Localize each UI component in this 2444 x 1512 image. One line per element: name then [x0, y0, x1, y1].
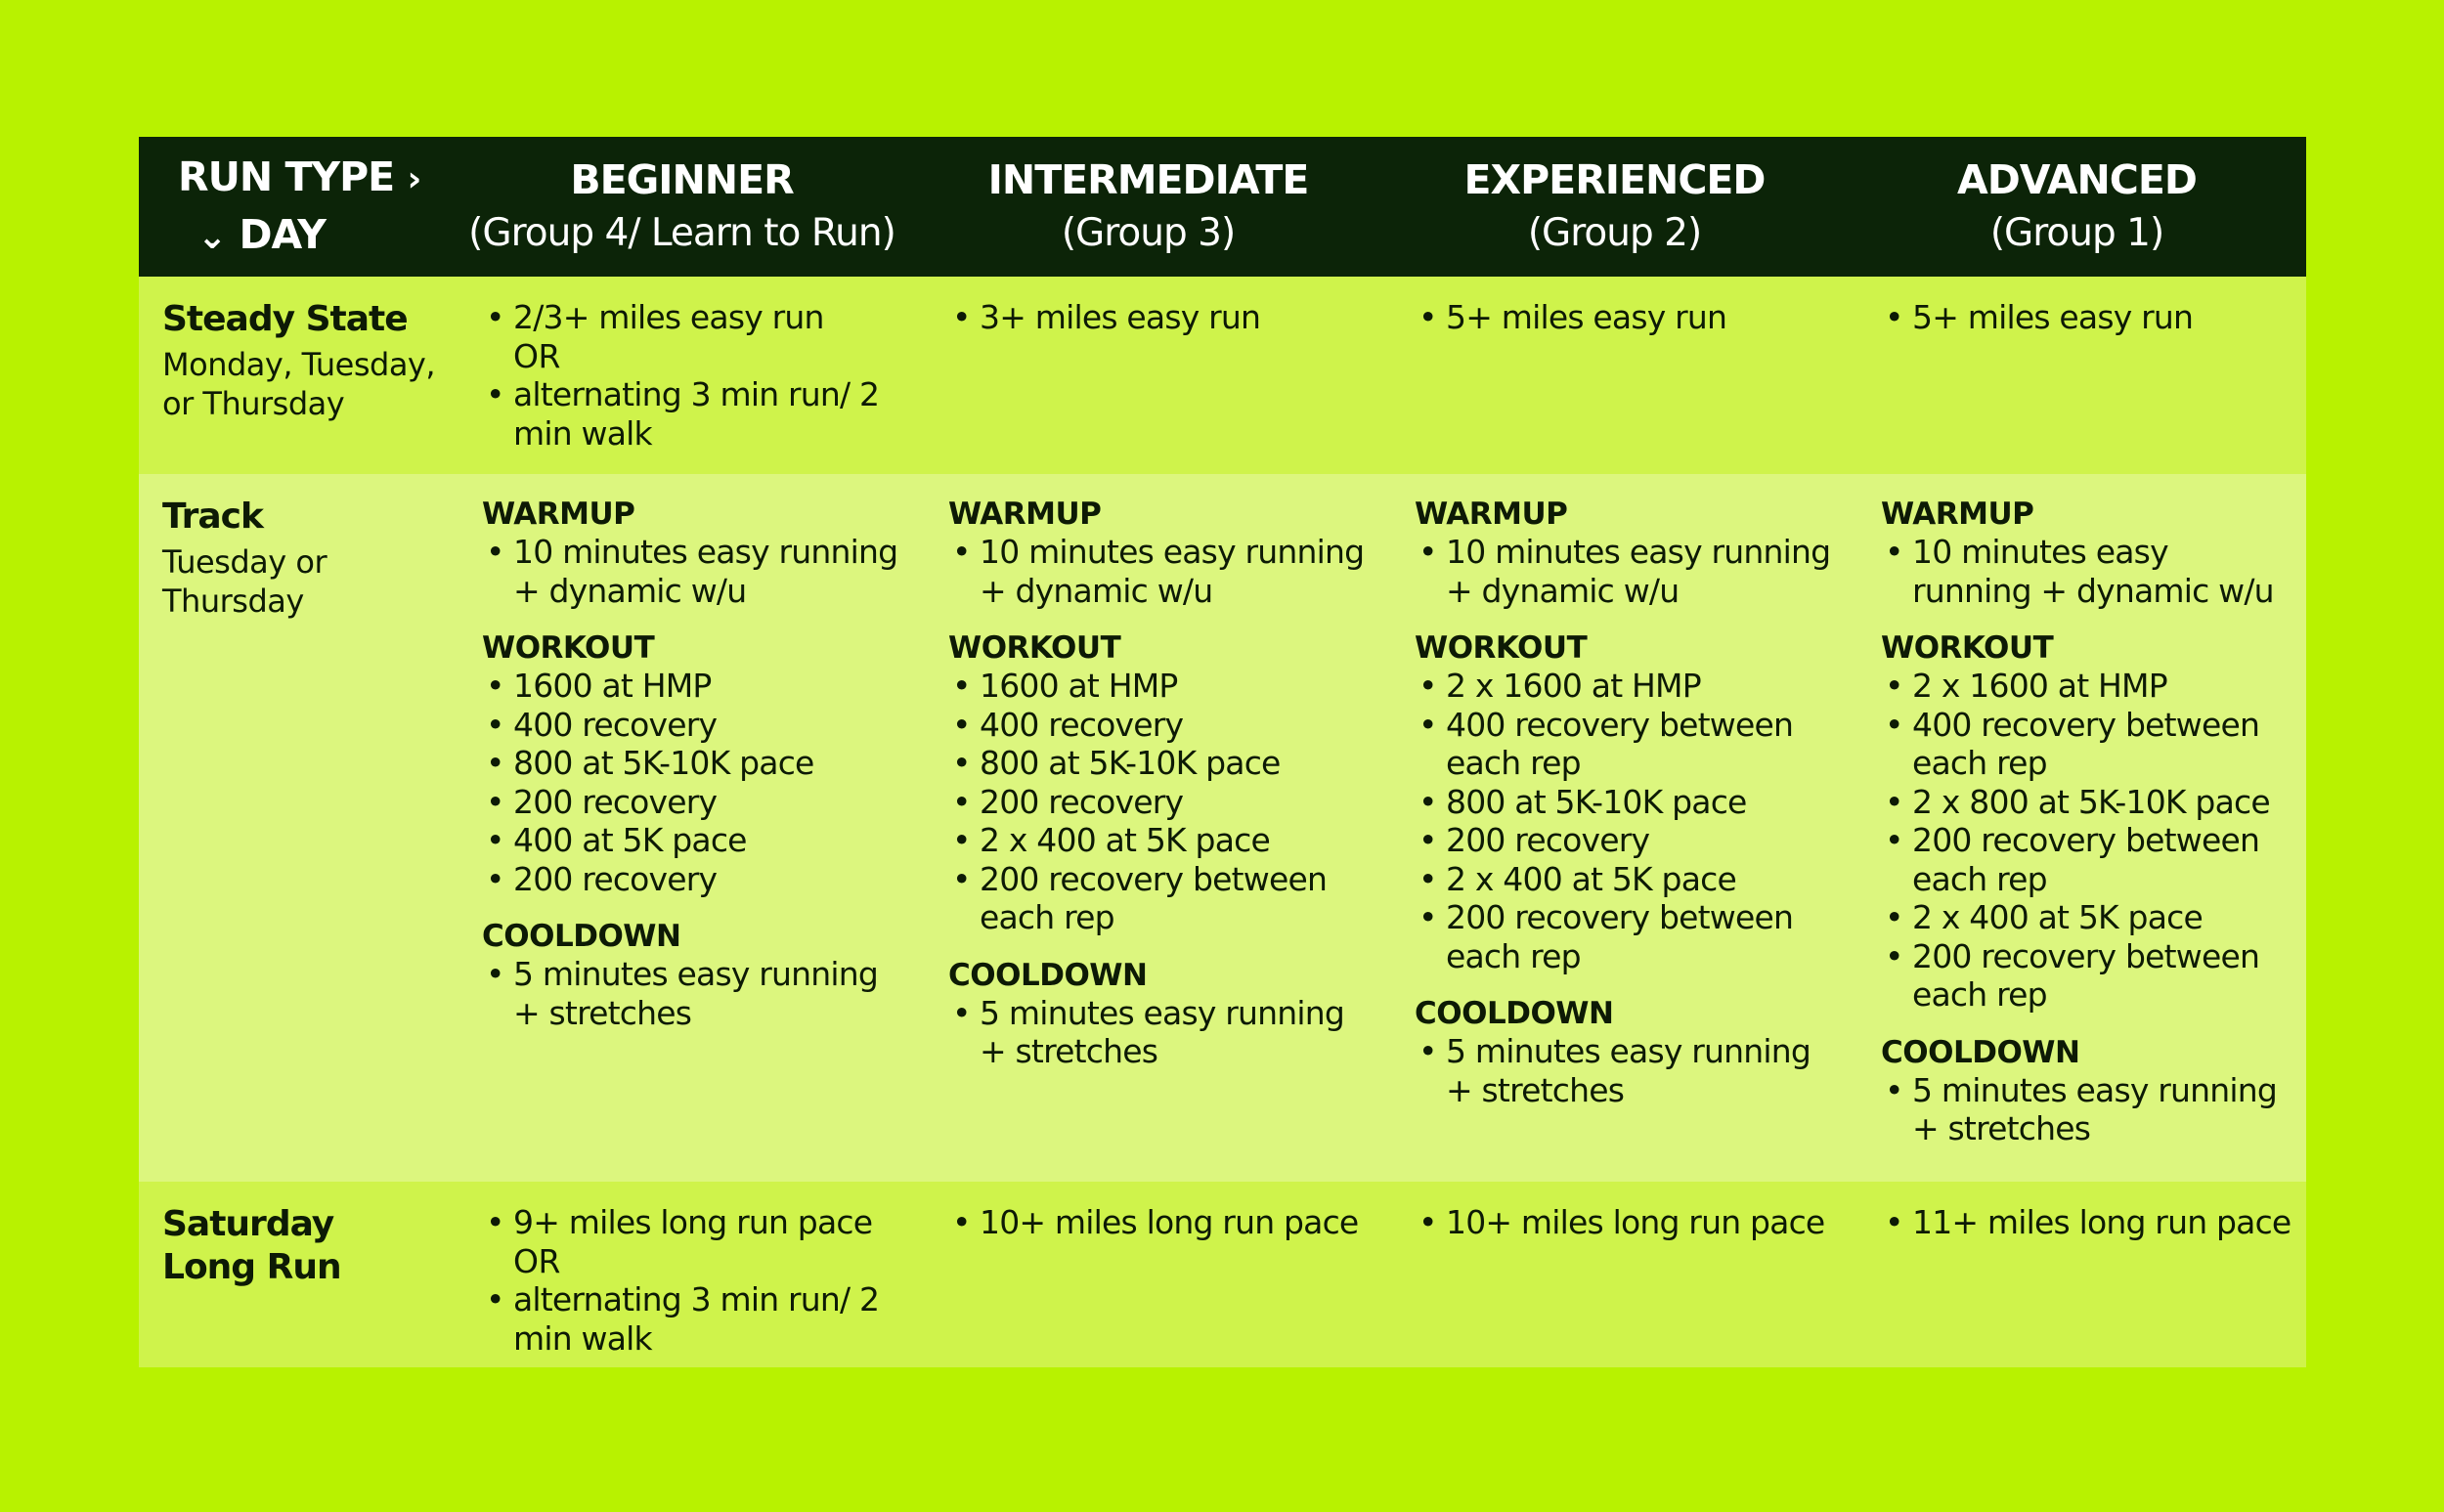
column-subtitle: (Group 2): [1527, 210, 1702, 255]
column-subtitle: (Group 1): [1989, 210, 2164, 255]
warmup-section: [482, 496, 905, 610]
row-track: [139, 474, 2306, 1182]
header-intermediate: [915, 137, 1381, 277]
warmup-section: [948, 496, 1372, 610]
list-item: • 5+ miles easy run: [1415, 298, 1838, 337]
day-label: DAY: [239, 210, 326, 258]
list-item: • 400 recovery: [482, 706, 905, 745]
list-item: • 200 recovery: [1415, 821, 1838, 860]
list-item: • 11+ miles long run pace: [1881, 1203, 2296, 1242]
section-label: WORKOUT: [1415, 630, 1588, 666]
or-separator: OR: [513, 336, 560, 375]
column-subtitle: (Group 3): [1061, 210, 1236, 255]
header-advanced: [1848, 137, 2306, 277]
list-item: • 800 at 5K-10K pace: [948, 744, 1372, 783]
or-separator: OR: [513, 1241, 560, 1280]
header-row: [139, 137, 2306, 277]
warmup-section: [1415, 496, 1838, 610]
list-item: • 5 minutes easy running + stretches: [482, 955, 905, 1032]
run-days: Tuesday or Thursday: [162, 543, 327, 620]
list-item: • 2 x 800 at 5K-10K pace: [1881, 783, 2296, 822]
list-item: • 2 x 400 at 5K pace: [948, 821, 1372, 860]
column-title: EXPERIENCED: [1463, 155, 1766, 203]
section-label: COOLDOWN: [482, 919, 681, 954]
cell-beginner: [449, 1182, 915, 1367]
list-item: • 200 recovery: [948, 783, 1372, 822]
cooldown-section: [1881, 1034, 2296, 1148]
list-item: • alternating 3 min run/ 2 min walk: [482, 1280, 905, 1358]
workout-section: [948, 629, 1372, 937]
section-label: COOLDOWN: [1415, 996, 1614, 1031]
warmup-section: [1881, 496, 2296, 610]
header-experienced: [1381, 137, 1848, 277]
list-item: • 5+ miles easy run: [1881, 298, 2296, 337]
list-item: • 400 recovery: [948, 706, 1372, 745]
corner-header: [139, 137, 449, 277]
list-item: • 9+ miles long run pace: [482, 1203, 905, 1242]
list-item: • 3+ miles easy run: [948, 298, 1372, 337]
training-schedule-table: [139, 137, 2306, 1367]
row-header: [139, 474, 449, 1182]
list-item: • 10 minutes easy running + dynamic w/u: [948, 533, 1372, 610]
list-item: • 2 x 400 at 5K pace: [1881, 898, 2296, 937]
list-item: • 1600 at HMP: [482, 667, 905, 706]
list-item: • 800 at 5K-10K pace: [482, 744, 905, 783]
row-header: [139, 277, 449, 474]
list-item: • 200 recovery between each rep: [948, 860, 1372, 937]
chevron-right-icon: ›: [407, 158, 421, 199]
section-label: WARMUP: [1881, 497, 2034, 532]
list-item: • 5 minutes easy running + stretches: [1881, 1071, 2296, 1148]
cell-intermediate: [915, 277, 1381, 474]
column-subtitle: (Group 4/ Learn to Run): [468, 210, 895, 255]
column-title: BEGINNER: [570, 155, 794, 203]
section-label: COOLDOWN: [948, 957, 1148, 993]
cell-intermediate: [915, 1182, 1381, 1367]
column-title: INTERMEDIATE: [987, 155, 1309, 203]
cell-intermediate: [915, 474, 1381, 1182]
cooldown-section: [1415, 995, 1838, 1109]
list-item: • 200 recovery between each rep: [1881, 937, 2296, 1015]
cell-experienced: [1381, 277, 1848, 474]
list-item: • 10 minutes easy running + dynamic w/u: [1415, 533, 1838, 610]
section-label: WORKOUT: [948, 630, 1121, 666]
list-item: • 200 recovery between each rep: [1415, 898, 1838, 975]
list-item: • 1600 at HMP: [948, 667, 1372, 706]
list-item: • 400 recovery between each rep: [1881, 706, 2296, 783]
list-item: • 2 x 1600 at HMP: [1415, 667, 1838, 706]
section-label: WORKOUT: [1881, 630, 2054, 666]
cell-experienced: [1381, 1182, 1848, 1367]
cell-beginner: [449, 277, 915, 474]
cell-advanced: [1848, 1182, 2306, 1367]
list-item: • 400 recovery between each rep: [1415, 706, 1838, 783]
section-label: WARMUP: [482, 497, 635, 532]
workout-section: [482, 629, 905, 898]
row-header: [139, 1182, 449, 1367]
run-type-name: Saturday Long Run: [162, 1204, 341, 1287]
list-item: • 400 at 5K pace: [482, 821, 905, 860]
run-type-label: RUN TYPE: [178, 152, 395, 200]
cell-advanced: [1848, 474, 2306, 1182]
workout-section: [1415, 629, 1838, 975]
list-item: • 10+ miles long run pace: [1415, 1203, 1838, 1242]
row-steady-state: [139, 277, 2306, 474]
row-saturday-long-run: [139, 1182, 2306, 1367]
column-title: ADVANCED: [1957, 155, 2197, 203]
cell-advanced: [1848, 277, 2306, 474]
list-item: • 5 minutes easy running + stretches: [948, 994, 1372, 1071]
list-item: • 2 x 400 at 5K pace: [1415, 860, 1838, 899]
list-item: • alternating 3 min run/ 2 min walk: [482, 375, 905, 453]
section-label: COOLDOWN: [1881, 1034, 2080, 1070]
list-item: • 2/3+ miles easy run: [482, 298, 905, 337]
list-item: • 800 at 5K-10K pace: [1415, 783, 1838, 822]
chevron-down-icon: ⌄: [197, 216, 227, 257]
list-item: • 200 recovery between each rep: [1881, 821, 2296, 898]
list-item: • 200 recovery: [482, 860, 905, 899]
cell-experienced: [1381, 474, 1848, 1182]
list-item: • 5 minutes easy running + stretches: [1415, 1032, 1838, 1109]
header-beginner: [449, 137, 915, 277]
run-days: Monday, Tuesday, or Thursday: [162, 346, 436, 422]
workout-section: [1881, 629, 2296, 1015]
run-type-name: Track: [162, 497, 263, 537]
list-item: • 10 minutes easy running + dynamic w/u: [1881, 533, 2296, 610]
section-label: WARMUP: [948, 497, 1102, 532]
section-label: WORKOUT: [482, 630, 655, 666]
cooldown-section: [948, 957, 1372, 1071]
section-label: WARMUP: [1415, 497, 1568, 532]
cooldown-section: [482, 918, 905, 1032]
cell-beginner: [449, 474, 915, 1182]
list-item: • 200 recovery: [482, 783, 905, 822]
list-item: • 2 x 1600 at HMP: [1881, 667, 2296, 706]
list-item: • 10 minutes easy running + dynamic w/u: [482, 533, 905, 610]
list-item: • 10+ miles long run pace: [948, 1203, 1372, 1242]
run-type-name: Steady State: [162, 299, 408, 339]
